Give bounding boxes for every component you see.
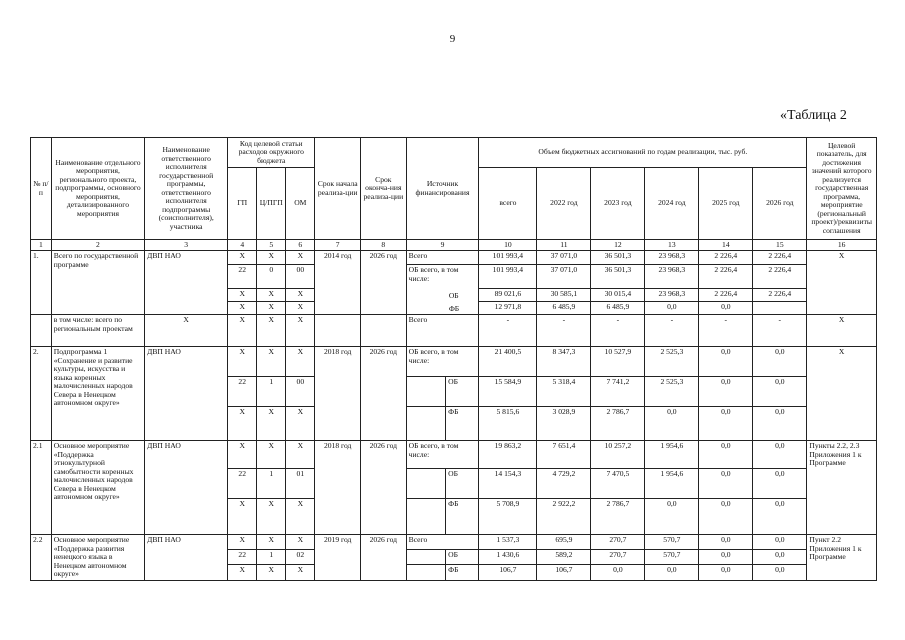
code-pp: Х (257, 407, 286, 441)
code-gp: 22 (228, 469, 257, 499)
index-cell: 14 (699, 240, 753, 251)
value-2025: 0,0 (699, 302, 753, 315)
value-2022: 695,9 (537, 535, 591, 550)
code-pp: 1 (257, 550, 286, 565)
code-pp: Х (257, 499, 286, 535)
value-2026: 0,0 (753, 565, 807, 580)
value-2023: 36 501,3 (591, 251, 645, 265)
page-number: 9 (449, 33, 456, 45)
code-pp: Х (257, 315, 286, 347)
value-2022: 3 028,9 (537, 407, 591, 441)
header-code-ppgp: Ц/ПГП (257, 168, 286, 240)
code-pp: 0 (257, 265, 286, 289)
value-total: - (479, 315, 537, 347)
value-total: 1 430,6 (479, 550, 537, 565)
row-name: Всего по государственной программе (51, 251, 144, 315)
value-2023: 270,7 (591, 550, 645, 565)
row-end: 2026 год (361, 251, 407, 315)
source-blank (406, 565, 445, 580)
value-2025: 0,0 (699, 377, 753, 407)
header-2022: 2022 год (537, 168, 591, 240)
code-om: Х (286, 441, 315, 469)
row-target: Пункты 2.2, 2.3 Приложения 1 к Программе (807, 441, 877, 535)
code-gp: 22 (228, 377, 257, 407)
value-total: 21 400,5 (479, 347, 537, 377)
value-2022: 7 651,4 (537, 441, 591, 469)
row-source: ОБ всего, в том числе: (406, 347, 479, 377)
code-om: 00 (286, 377, 315, 407)
value-2024: 0,0 (645, 565, 699, 580)
value-2026: 0,0 (753, 441, 807, 469)
row-executor: ДВП НАО (145, 251, 228, 315)
value-total: 89 021,6 (479, 289, 537, 302)
value-2026: 0,0 (753, 347, 807, 377)
header-code-om: ОМ (286, 168, 315, 240)
index-cell: 6 (286, 240, 315, 251)
code-om: Х (286, 347, 315, 377)
header-2023: 2023 год (591, 168, 645, 240)
value-2022: 4 729,2 (537, 469, 591, 499)
value-total: 101 993,4 (479, 251, 537, 265)
header-2024: 2024 год (645, 168, 699, 240)
value-total: 106,7 (479, 565, 537, 580)
value-2024: 23 968,3 (645, 251, 699, 265)
code-gp: Х (228, 407, 257, 441)
code-gp: 22 (228, 550, 257, 565)
code-gp: Х (228, 441, 257, 469)
row-executor: ДВП НАО (145, 441, 228, 535)
value-2024: 2 525,3 (645, 347, 699, 377)
code-gp: Х (228, 347, 257, 377)
value-2026: 0,0 (753, 407, 807, 441)
code-om: Х (286, 289, 315, 302)
header-start: Срок начала реализа-ции (315, 138, 361, 240)
value-2022: 8 347,3 (537, 347, 591, 377)
index-cell: 7 (315, 240, 361, 251)
value-2025: 2 226,4 (699, 265, 753, 289)
value-total: 5 708,9 (479, 499, 537, 535)
row-num: 2. (31, 347, 52, 441)
index-cell: 10 (479, 240, 537, 251)
value-2024: 570,7 (645, 550, 699, 565)
value-2026: - (753, 315, 807, 347)
value-2022: 2 922,2 (537, 499, 591, 535)
source-blank (406, 499, 445, 535)
value-2024: 570,7 (645, 535, 699, 550)
code-pp: Х (257, 441, 286, 469)
table-row (31, 315, 877, 347)
code-om: 01 (286, 469, 315, 499)
code-gp: Х (228, 315, 257, 347)
code-om: 00 (286, 265, 315, 289)
code-gp: Х (228, 565, 257, 580)
row-source: Всего (406, 535, 479, 550)
row-name: Основное мероприятие «Поддержка этнокультурной самобытности коренных малочисленных народов Севера в Ненецком автономном округе» (51, 441, 144, 535)
source-label: ОБ всего, в том числе: (408, 265, 459, 283)
source-sub: ОБ (446, 469, 479, 499)
value-2024: 0,0 (645, 499, 699, 535)
value-2024: 2 525,3 (645, 377, 699, 407)
row-num: 2.2 (31, 535, 52, 581)
index-cell: 11 (537, 240, 591, 251)
code-pp: 1 (257, 377, 286, 407)
source-sub-ob: ОБ (448, 290, 459, 300)
value-2023: - (591, 315, 645, 347)
index-cell: 15 (753, 240, 807, 251)
code-pp: Х (257, 535, 286, 550)
table-row (31, 535, 877, 550)
value-2022: 6 485,9 (537, 302, 591, 315)
code-om: Х (286, 535, 315, 550)
code-gp: Х (228, 499, 257, 535)
value-total: 1 537,3 (479, 535, 537, 550)
value-2023: 10 527,9 (591, 347, 645, 377)
index-cell: 2 (51, 240, 144, 251)
source-blank (406, 550, 445, 565)
value-total: 12 971,8 (479, 302, 537, 315)
header-target: Целевой показатель, для достижения значений которого реализуется государственная программа, мероприятие (региональный проект)/реквизиты соглашения (807, 138, 877, 240)
value-2026: 2 226,4 (753, 289, 807, 302)
value-2025: 0,0 (699, 407, 753, 441)
code-pp: Х (257, 347, 286, 377)
row-source: ОБ всего, в том числе: (406, 441, 479, 469)
code-om: Х (286, 565, 315, 580)
value-2023: 6 485,9 (591, 302, 645, 315)
row-end (361, 315, 407, 347)
value-total: 15 584,9 (479, 377, 537, 407)
value-2025: 0,0 (699, 535, 753, 550)
source-sub: ФБ (446, 565, 479, 580)
value-2026 (753, 302, 807, 315)
index-cell: 4 (228, 240, 257, 251)
header-2025: 2025 год (699, 168, 753, 240)
source-sub: ФБ (446, 407, 479, 441)
table-caption: «Таблица 2 (780, 108, 847, 123)
row-target: Х (807, 251, 877, 315)
index-cell: 9 (406, 240, 479, 251)
row-num: 1. (31, 251, 52, 315)
value-2025: 0,0 (699, 499, 753, 535)
row-name: Подпрограмма 1 «Сохранение и развитие культуры, искусства и языка коренных малочисленных народов Севера в Ненецком автономном округе» (51, 347, 144, 441)
source-sub: ОБ (446, 377, 479, 407)
value-2024: - (645, 315, 699, 347)
header-volume-group: Объем бюджетных ассигнований по годам реализации, тыс. руб. (479, 138, 807, 168)
row-executor: Х (145, 315, 228, 347)
code-gp: Х (228, 251, 257, 265)
row-start: 2018 год (315, 441, 361, 535)
row-end: 2026 год (361, 535, 407, 581)
code-pp: Х (257, 289, 286, 302)
code-om: Х (286, 251, 315, 265)
index-cell: 3 (145, 240, 228, 251)
value-2026: 0,0 (753, 550, 807, 565)
code-pp: Х (257, 565, 286, 580)
header-total: всего (479, 168, 537, 240)
header-source: Источник финансирования (406, 138, 479, 240)
value-2025: 2 226,4 (699, 251, 753, 265)
value-2024: 1 954,6 (645, 469, 699, 499)
value-total: 14 154,3 (479, 469, 537, 499)
source-blank (406, 469, 445, 499)
value-2025: 0,0 (699, 347, 753, 377)
code-gp: Х (228, 535, 257, 550)
row-target: Х (807, 347, 877, 441)
value-2022: 106,7 (537, 565, 591, 580)
value-2023: 36 501,3 (591, 265, 645, 289)
code-om: Х (286, 407, 315, 441)
value-2023: 270,7 (591, 535, 645, 550)
row-name: в том числе: всего по региональным проектам (51, 315, 144, 347)
header-code-group: Код целевой статьи расходов окружного бюджета (228, 138, 315, 168)
value-2022: 30 585,1 (537, 289, 591, 302)
value-2026: 0,0 (753, 377, 807, 407)
index-cell: 8 (361, 240, 407, 251)
code-pp: 1 (257, 469, 286, 499)
value-2025: 0,0 (699, 565, 753, 580)
index-row (31, 240, 877, 251)
value-2023: 7 741,2 (591, 377, 645, 407)
header-executor: Наименование ответственного исполнителя государственной программы, ответственного исполнителя подпрограммы (соисполнителя), участника (145, 138, 228, 240)
code-gp: Х (228, 302, 257, 315)
value-2022: 589,2 (537, 550, 591, 565)
value-2024: 0,0 (645, 302, 699, 315)
code-om: Х (286, 315, 315, 347)
value-total: 101 993,4 (479, 265, 537, 289)
table-row (31, 441, 877, 469)
index-cell: 5 (257, 240, 286, 251)
value-2025: 0,0 (699, 550, 753, 565)
header-num: № п/п (31, 138, 52, 240)
value-2023: 2 786,7 (591, 499, 645, 535)
index-cell: 16 (807, 240, 877, 251)
source-blank (406, 377, 445, 407)
value-total: 19 863,2 (479, 441, 537, 469)
index-cell: 1 (31, 240, 52, 251)
value-2025: 2 226,4 (699, 289, 753, 302)
row-target: Х (807, 315, 877, 347)
row-end: 2026 год (361, 441, 407, 535)
value-2022: 37 071,0 (537, 265, 591, 289)
row-end: 2026 год (361, 347, 407, 441)
header-name: Наименование отдельного мероприятия, регионального проекта, подпрограммы, основного мероприятия, детализированного мероприятия (51, 138, 144, 240)
index-cell: 12 (591, 240, 645, 251)
row-executor: ДВП НАО (145, 347, 228, 441)
row-source: Всего (406, 315, 479, 347)
value-2023: 30 015,4 (591, 289, 645, 302)
value-2026: 0,0 (753, 499, 807, 535)
source-sub: ОБ (446, 550, 479, 565)
code-om: Х (286, 302, 315, 315)
value-2024: 1 954,6 (645, 441, 699, 469)
value-2024: 0,0 (645, 407, 699, 441)
row-name: Основное мероприятие «Поддержка развития ненецкого языка в Ненецком автономном округе» (51, 535, 144, 581)
code-gp: Х (228, 289, 257, 302)
header-code-gp: ГП (228, 168, 257, 240)
row-source: Всего (406, 251, 479, 265)
value-2026: 0,0 (753, 469, 807, 499)
source-sub: ФБ (446, 499, 479, 535)
source-sub-fb: ФБ (448, 303, 460, 313)
value-2026: 0,0 (753, 535, 807, 550)
code-pp: Х (257, 251, 286, 265)
index-cell: 13 (645, 240, 699, 251)
value-2022: - (537, 315, 591, 347)
row-executor: ДВП НАО (145, 535, 228, 581)
code-gp: 22 (228, 265, 257, 289)
table-row (31, 347, 877, 377)
code-om: Х (286, 499, 315, 535)
value-2026: 2 226,4 (753, 265, 807, 289)
header-end: Срок оконча-ния реализа-ции (361, 138, 407, 240)
row-num (31, 315, 52, 347)
value-2025: 0,0 (699, 469, 753, 499)
value-2023: 0,0 (591, 565, 645, 580)
row-start (315, 315, 361, 347)
value-2023: 7 470,5 (591, 469, 645, 499)
row-start: 2018 год (315, 347, 361, 441)
row-start: 2014 год (315, 251, 361, 315)
value-2026: 2 226,4 (753, 251, 807, 265)
header-2026: 2026 год (753, 168, 807, 240)
value-2023: 10 257,2 (591, 441, 645, 469)
source-blank (406, 407, 445, 441)
value-2023: 2 786,7 (591, 407, 645, 441)
value-2024: 23 968,3 (645, 265, 699, 289)
value-2024: 23 968,3 (645, 289, 699, 302)
row-target: Пункт 2.2 Приложения 1 к Программе (807, 535, 877, 581)
value-2025: 0,0 (699, 441, 753, 469)
table-row (31, 251, 877, 265)
value-total: 5 815,6 (479, 407, 537, 441)
budget-table (30, 137, 877, 581)
code-pp: Х (257, 302, 286, 315)
code-om: 02 (286, 550, 315, 565)
value-2025: - (699, 315, 753, 347)
row-num: 2.1 (31, 441, 52, 535)
row-start: 2019 год (315, 535, 361, 581)
value-2022: 37 071,0 (537, 251, 591, 265)
value-2022: 5 318,4 (537, 377, 591, 407)
